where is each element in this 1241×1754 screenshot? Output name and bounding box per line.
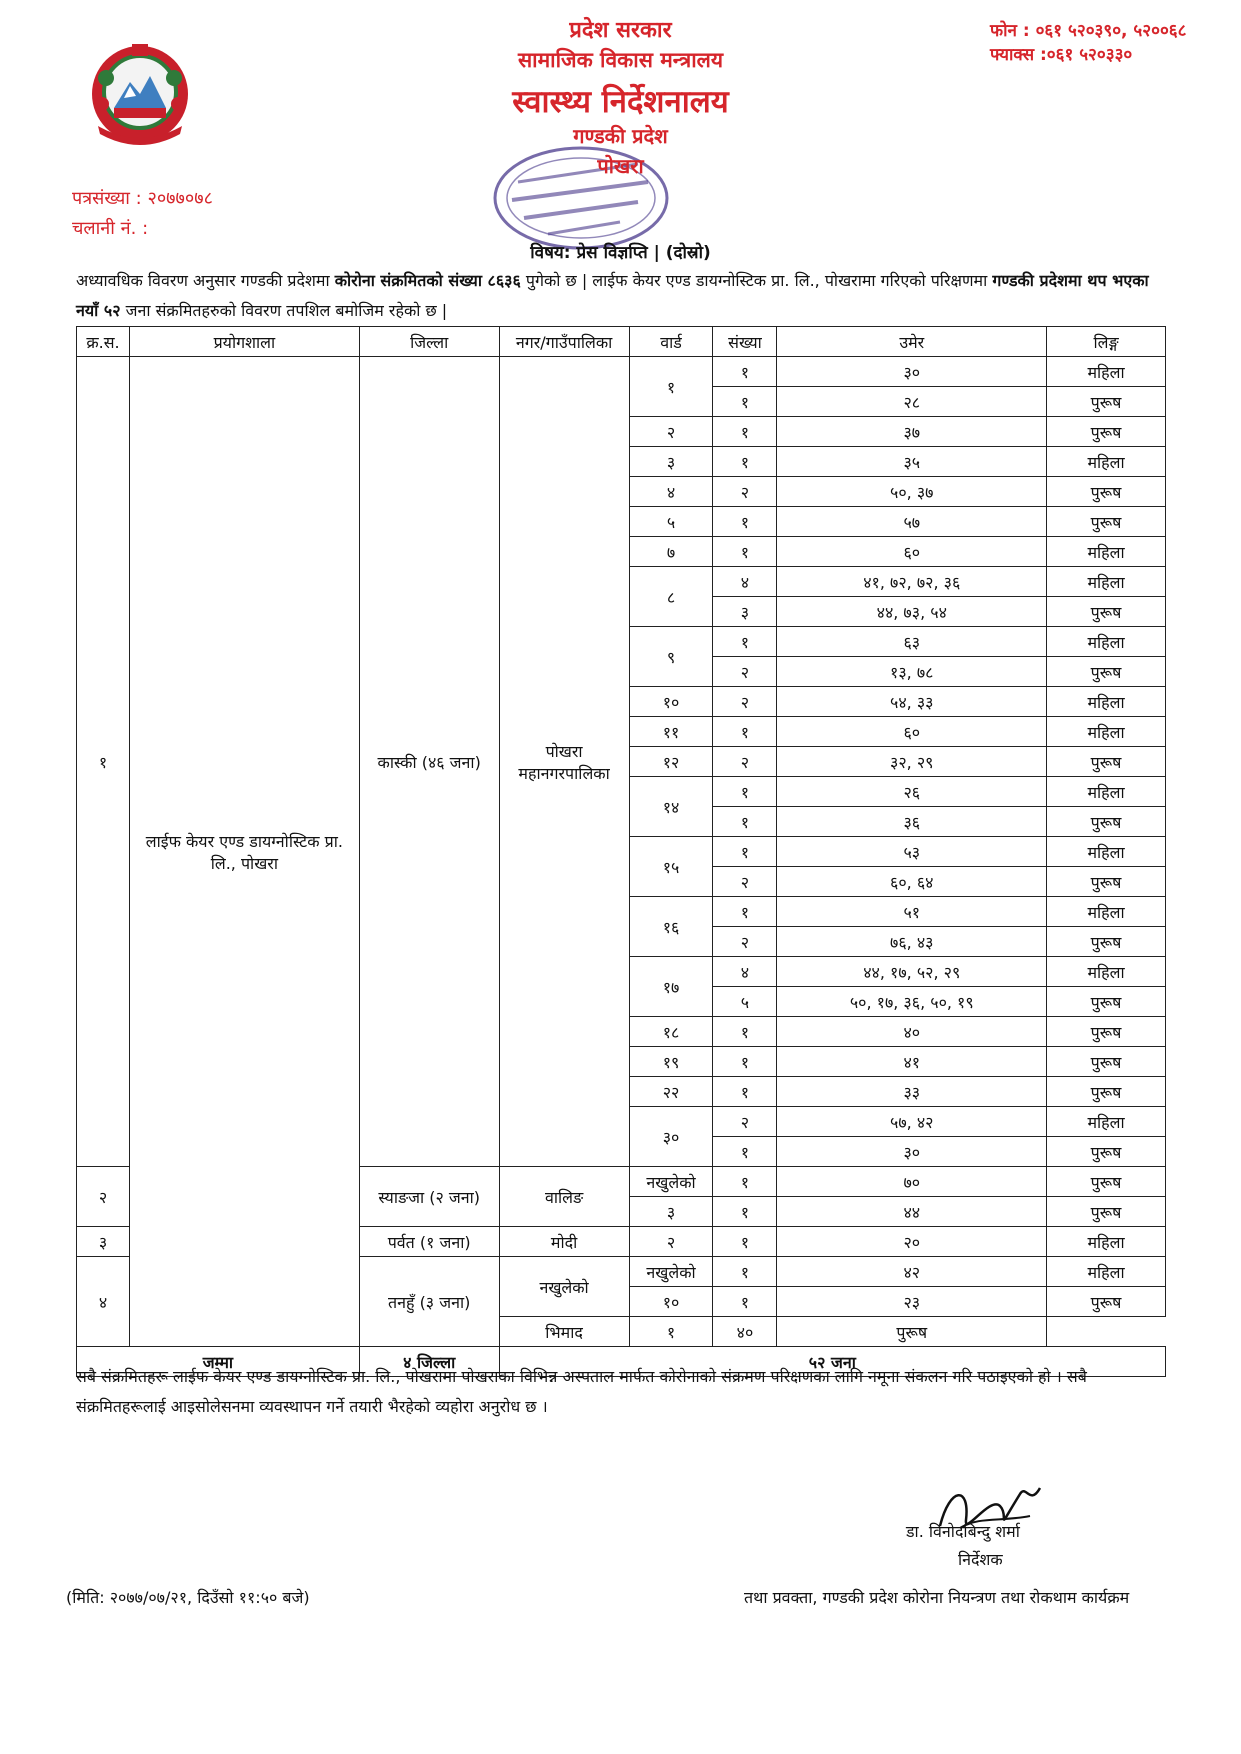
count-cell: १ [713, 1077, 777, 1107]
gender-cell: पुरूष [1047, 867, 1166, 897]
age-cell: ४० [713, 1317, 777, 1347]
gender-cell: पुरूष [1047, 1197, 1166, 1227]
intro-paragraph [76, 266, 1166, 326]
count-cell: १ [713, 1197, 777, 1227]
age-cell: ५४, ३३ [777, 687, 1047, 717]
gender-cell: पुरूष [777, 1317, 1047, 1347]
count-cell: २ [713, 657, 777, 687]
age-cell: २० [777, 1227, 1047, 1257]
ward-cell: १८ [629, 1017, 713, 1047]
age-cell: ४१ [777, 1047, 1047, 1077]
phone-number: फोन : ०६१ ५२०३९०, ५२००६८ [990, 21, 1187, 41]
age-cell: १३, ७८ [777, 657, 1047, 687]
header-cell: लिङ्ग [1047, 327, 1166, 357]
age-cell: ७६, ४३ [777, 927, 1047, 957]
header-cell: नगर/गाउँपालिका [499, 327, 629, 357]
ward-cell: नखुलेको [629, 1257, 713, 1287]
gender-cell: पुरूष [1047, 1137, 1166, 1167]
age-cell: ६०, ६४ [777, 867, 1047, 897]
reference-number: पत्रसंख्या : २०७७०७८ [72, 188, 213, 209]
ward-cell: २२ [629, 1077, 713, 1107]
age-cell: ६० [777, 717, 1047, 747]
count-cell: ४ [713, 957, 777, 987]
count-cell: २ [713, 747, 777, 777]
gender-cell: पुरूष [1047, 927, 1166, 957]
count-cell: २ [713, 477, 777, 507]
count-cell: ३ [713, 597, 777, 627]
district-cell: पर्वत (१ जना) [359, 1227, 499, 1257]
intro-text: पुगेको छ | लाईफ केयर एण्ड डायग्नोस्टिक प्रा. लि., पोखरामा गरिएको परिक्षणमा [520, 271, 993, 290]
header-cell: संख्या [713, 327, 777, 357]
count-cell: १ [713, 387, 777, 417]
fax-number: फ्याक्स :०६१ ५२०३३० [990, 45, 1133, 65]
signatory-name: डा. विनोदबिन्दु शर्मा [906, 1522, 1020, 1541]
intro-new-cases: गण्डकी प्रदेशमा थप भएका नयाँ ५२ [76, 271, 1149, 320]
total-label-cell: जम्मा [77, 1347, 360, 1377]
count-cell: १ [713, 1167, 777, 1197]
gender-cell: महिला [1047, 957, 1166, 987]
gender-cell: पुरूष [1047, 417, 1166, 447]
count-cell: १ [713, 1227, 777, 1257]
table-row [77, 357, 1166, 387]
ward-cell: ५ [629, 507, 713, 537]
table-header-row [77, 327, 1166, 357]
ward-cell: १४ [629, 777, 713, 837]
city-title: पोखरा [597, 154, 644, 178]
count-cell: १ [713, 507, 777, 537]
municipality-cell: भिमाद [499, 1317, 629, 1347]
municipality-cell: नखुलेको [499, 1257, 629, 1317]
count-cell: ४ [713, 567, 777, 597]
count-cell: २ [713, 867, 777, 897]
gender-cell: पुरूष [1047, 987, 1166, 1017]
count-cell: १ [713, 1257, 777, 1287]
government-title: प्रदेश सरकार [569, 18, 672, 43]
count-cell: २ [713, 1107, 777, 1137]
gender-cell: पुरूष [1047, 807, 1166, 837]
dispatch-number: चलानी नं. : [72, 218, 149, 239]
count-cell: १ [713, 417, 777, 447]
age-cell: ३३ [777, 1077, 1047, 1107]
age-cell: ५३ [777, 837, 1047, 867]
age-cell: ६३ [777, 627, 1047, 657]
age-cell: २८ [777, 387, 1047, 417]
gender-cell: पुरूष [1047, 387, 1166, 417]
gender-cell: महिला [1047, 1257, 1166, 1287]
gender-cell: महिला [1047, 717, 1166, 747]
ward-cell: ११ [629, 717, 713, 747]
ward-cell: ३० [629, 1107, 713, 1167]
age-cell: ३५ [777, 447, 1047, 477]
ministry-title: सामाजिक विकास मन्त्रालय [517, 48, 724, 72]
gender-cell: पुरूष [1047, 747, 1166, 777]
province-title: गण्डकी प्रदेश [573, 124, 668, 148]
total-districts-cell: ४ जिल्ला [359, 1347, 499, 1377]
intro-text: अध्यावधिक विवरण अनुसार गण्डकी प्रदेशमा [76, 271, 335, 290]
gender-cell: पुरूष [1047, 657, 1166, 687]
district-cell: कास्की (४६ जना) [359, 357, 499, 1167]
ward-cell: १ [629, 357, 713, 417]
count-cell: १ [713, 837, 777, 867]
age-cell: ३० [777, 1137, 1047, 1167]
age-cell: ५०, १७, ३६, ५०, १९ [777, 987, 1047, 1017]
age-cell: ५७ [777, 507, 1047, 537]
subject-line: विषय: प्रेस विज्ञप्ति | (दोस्रो) [530, 243, 711, 263]
count-cell: १ [713, 1287, 777, 1317]
count-cell: १ [713, 897, 777, 927]
closing-paragraph: सबै संक्रमितहरू लाईफ केयर एण्ड डायग्नोस्टिक प्रा. लि., पोखरामा पोखराका विभिन्न अस्पताल मार्फत कोरोनाको संक्रमण परिक्षणका लागि नमूना संकलन गरि पठाइएको हो । सबै संक्रमितहरूलाई आइसोलेसनमा व्यवस्थापन गर्ने तयारी भैरहेको व्यहोरा अनुरोध छ । [76, 1367, 1087, 1416]
district-cell: स्याङजा (२ जना) [359, 1167, 499, 1227]
ward-cell: १२ [629, 747, 713, 777]
gender-cell: महिला [1047, 1107, 1166, 1137]
directorate-title: स्वास्थ्य निर्देशनालय [512, 84, 729, 120]
age-cell: २३ [777, 1287, 1047, 1317]
gender-cell: महिला [1047, 687, 1166, 717]
count-cell: १ [713, 537, 777, 567]
count-cell: १ [713, 1137, 777, 1167]
count-cell: १ [713, 807, 777, 837]
count-cell: १ [713, 357, 777, 387]
issue-date: (मिति: २०७७/०७/२१, दिउँसो ११:५० बजे) [66, 1588, 310, 1607]
cases-table-body [77, 327, 1166, 1377]
ward-cell: ८ [629, 567, 713, 627]
age-cell: ४० [777, 1017, 1047, 1047]
gender-cell: महिला [1047, 777, 1166, 807]
ward-cell: ९ [629, 627, 713, 687]
age-cell: ३७ [777, 417, 1047, 447]
ward-cell: ३ [629, 1197, 713, 1227]
age-cell: ४४ [777, 1197, 1047, 1227]
gender-cell: महिला [1047, 447, 1166, 477]
ward-cell: १९ [629, 1047, 713, 1077]
header-cell: क्र.स. [77, 327, 130, 357]
signatory-title: निर्देशक [958, 1550, 1003, 1569]
gender-cell: पुरूष [1047, 597, 1166, 627]
serial-number-cell: २ [77, 1167, 130, 1227]
count-cell: १ [713, 1047, 777, 1077]
header-cell: वार्ड [629, 327, 713, 357]
age-cell: ६० [777, 537, 1047, 567]
gender-cell: महिला [1047, 537, 1166, 567]
ward-cell: १० [629, 687, 713, 717]
count-cell: ५ [713, 987, 777, 1017]
municipality-cell: वालिङ [499, 1167, 629, 1227]
gender-cell: पुरूष [1047, 1017, 1166, 1047]
age-cell: ४१, ७२, ७२, ३६ [777, 567, 1047, 597]
footer-spokesperson: तथा प्रवक्ता, गण्डकी प्रदेश कोरोना नियन्त्रण तथा रोकथाम कार्यक्रम [744, 1588, 1130, 1607]
ward-cell: १५ [629, 837, 713, 897]
lab-name-cell: लाईफ केयर एण्ड डायग्नोस्टिक प्रा. लि., पोखरा [129, 357, 359, 1347]
gender-cell: महिला [1047, 1227, 1166, 1257]
age-cell: ७० [777, 1167, 1047, 1197]
age-cell: ३२, २९ [777, 747, 1047, 777]
age-cell: ३० [777, 357, 1047, 387]
age-cell: ५१ [777, 897, 1047, 927]
gender-cell: महिला [1047, 837, 1166, 867]
ward-cell: १० [629, 1287, 713, 1317]
count-cell: २ [713, 927, 777, 957]
ward-cell: ७ [629, 537, 713, 567]
header-cell: जिल्ला [359, 327, 499, 357]
ward-cell: २ [629, 417, 713, 447]
district-cell: तनहुँ (३ जना) [359, 1257, 499, 1347]
header-cell: प्रयोगशाला [129, 327, 359, 357]
serial-number-cell: ३ [77, 1227, 130, 1257]
serial-number-cell: ४ [77, 1257, 130, 1347]
total-persons-cell: ५२ जना [499, 1347, 1165, 1377]
gender-cell: पुरूष [1047, 1167, 1166, 1197]
header-cell: उमेर [777, 327, 1047, 357]
intro-total-cases: कोरोना संक्रमितको संख्या ८६३६ [334, 271, 521, 290]
gender-cell: पुरूष [1047, 1287, 1166, 1317]
gender-cell: पुरूष [1047, 1047, 1166, 1077]
municipality-cell: पोखरा महानगरपालिका [499, 357, 629, 1167]
age-cell: ५०, ३७ [777, 477, 1047, 507]
ward-cell: ३ [629, 447, 713, 477]
gender-cell: महिला [1047, 567, 1166, 597]
ward-cell: नखुलेको [629, 1167, 713, 1197]
ward-cell: १६ [629, 897, 713, 957]
serial-number-cell: १ [77, 357, 130, 1167]
gender-cell: पुरूष [1047, 1077, 1166, 1107]
ward-cell: २ [629, 1227, 713, 1257]
gender-cell: पुरूष [1047, 477, 1166, 507]
ward-cell: १७ [629, 957, 713, 1017]
count-cell: १ [713, 447, 777, 477]
age-cell: ५७, ४२ [777, 1107, 1047, 1137]
count-cell: १ [713, 717, 777, 747]
age-cell: ४२ [777, 1257, 1047, 1287]
gender-cell: महिला [1047, 357, 1166, 387]
age-cell: ४४, १७, ५२, २९ [777, 957, 1047, 987]
ward-cell: ४ [629, 477, 713, 507]
count-cell: २ [713, 687, 777, 717]
intro-text: जना संक्रमितहरुको विवरण तपशिल बमोजिम रहेको छ | [120, 301, 448, 320]
count-cell: १ [629, 1317, 713, 1347]
count-cell: १ [713, 777, 777, 807]
gender-cell: महिला [1047, 627, 1166, 657]
cases-table [76, 326, 1166, 1377]
count-cell: १ [713, 627, 777, 657]
age-cell: ४४, ७३, ५४ [777, 597, 1047, 627]
gender-cell: महिला [1047, 897, 1166, 927]
gender-cell: पुरूष [1047, 507, 1166, 537]
age-cell: २६ [777, 777, 1047, 807]
count-cell: १ [713, 1017, 777, 1047]
municipality-cell: मोदी [499, 1227, 629, 1257]
age-cell: ३६ [777, 807, 1047, 837]
